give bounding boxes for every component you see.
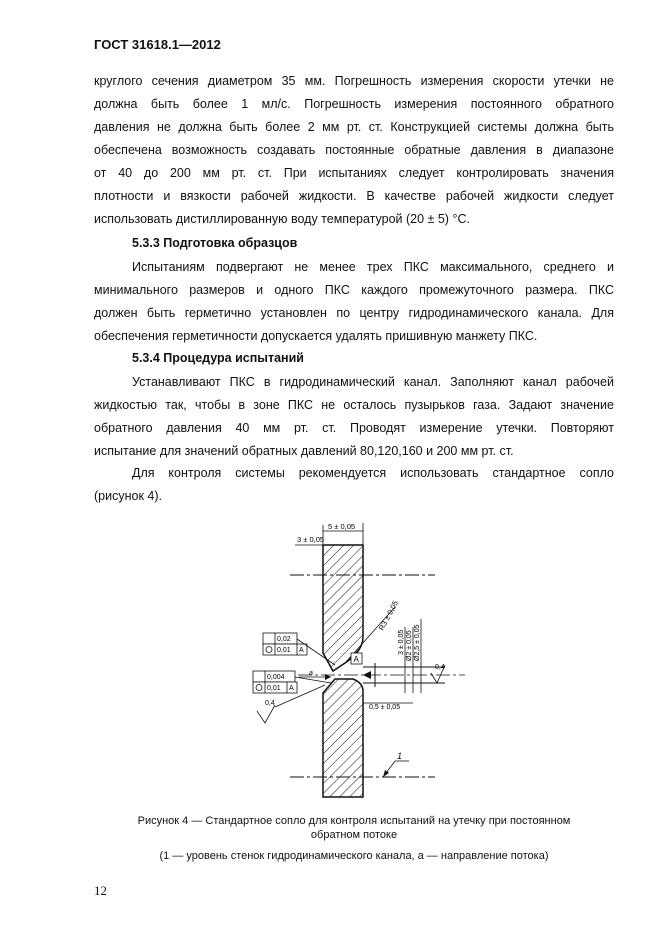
roughness-left: 0,4 (265, 700, 275, 707)
text-line: Испытаниям подвергают не менее трех ПКС максимального, среднего и (132, 260, 614, 274)
text-line: Устанавливают ПКС в гидродинамический канал. Заполняют канал рабочей (132, 375, 614, 389)
datum-a: A (353, 655, 359, 664)
tolerance-frame-3 (253, 671, 295, 682)
dim-d2-5: Ø2,5 ± 0,05 (414, 624, 421, 661)
text-line: должен быть герметично установлен по центру гидродинамического канала. Для (94, 306, 614, 320)
text-line: Для контроля системы рекомендуется использовать стандартное сопло (132, 466, 614, 480)
paragraph-2 (94, 256, 614, 348)
caption-line-1: Рисунок 4 — Стандартное сопло для контроля испытаний на утечку при постоянном (137, 815, 571, 827)
tolerance-frame-2 (263, 644, 307, 655)
text-line: испытание для значений обратных давлений 80,120,160 и 200 мм рт. ст. (94, 444, 514, 458)
svg-text:A: A (299, 647, 304, 654)
svg-text:0,004: 0,004 (267, 674, 285, 681)
dim-3-top: 3 ± 0,05 (297, 535, 325, 544)
svg-text:0,01: 0,01 (267, 685, 281, 692)
dim-0-5: 0,5 ± 0,05 (369, 704, 401, 711)
svg-text:0,01: 0,01 (277, 647, 291, 654)
flow-label: a (309, 670, 313, 677)
text-line: обеспечена возможность создавать постоянные обратные давления в диапазоне (94, 143, 614, 157)
dim-radius: R3 ± 0,05 (376, 599, 401, 632)
paragraph-4 (94, 462, 614, 508)
text-line: (рисунок 4). (94, 489, 162, 503)
section-5-3-3-title: 5.3.3 Подготовка образцов (132, 236, 298, 250)
tolerance-frame-1 (263, 633, 297, 644)
roughness-right: 0,4 (435, 664, 445, 671)
text-line: использовать дистиллированную воду температурой (20 ± 5) °С. (94, 212, 470, 226)
dim-d2: Ø2 ± 0,05 (406, 630, 413, 661)
paragraph-1 (94, 70, 614, 231)
nozzle-wall-lower (323, 679, 363, 797)
figure-caption (94, 814, 614, 842)
tolerance-frame-4 (253, 682, 297, 693)
dim-5: 5 ± 0,05 (328, 522, 356, 531)
text-line: должна быть более 1 мл/с. Погрешность измерения постоянного обратного (94, 97, 614, 111)
nozzle-drawing (235, 515, 605, 805)
caption-line-2: обратном потоке (310, 829, 398, 841)
paragraph-3 (94, 371, 614, 463)
text-line: круглого сечения диаметром 35 мм. Погрешность измерения скорости утечки не (94, 74, 614, 88)
nozzle-wall-upper (323, 545, 363, 671)
document-id: ГОСТ 31618.1—2012 (94, 37, 221, 52)
leader-label: 1 (397, 751, 403, 761)
svg-text:0,02: 0,02 (277, 636, 291, 643)
text-line: минимального размеров и одного ПКС каждого промежуточного размера. ПКС (94, 283, 614, 297)
text-line: плотности и вязкости рабочей жидкости. В качестве рабочей жидкости следует (94, 189, 614, 203)
section-5-3-4-title: 5.3.4 Процедура испытаний (132, 351, 304, 365)
text-line: от 40 до 200 мм рт. ст. При испытаниях следует контролировать значения (94, 166, 614, 180)
figure-note: (1 — уровень стенок гидродинамического канала, а — направление потока) (159, 850, 549, 862)
text-line: обеспечения герметичности допускается удалять пришивную манжету ПКС. (94, 329, 538, 343)
page-number: 12 (94, 883, 107, 898)
svg-text:A: A (289, 685, 294, 692)
text-line: давления не должна быть более 2 мм рт. ст. Конструкцией системы должна быть (94, 120, 614, 134)
text-line: жидкостью так, чтобы в зоне ПКС не осталось пузырьков газа. Задают значение (94, 398, 614, 412)
text-line: обратного давления 40 мм рт. ст. Проводят измерение утечки. Повторяют (94, 421, 614, 435)
dim-3-vertical: 3 ± 0,05 (398, 629, 405, 655)
